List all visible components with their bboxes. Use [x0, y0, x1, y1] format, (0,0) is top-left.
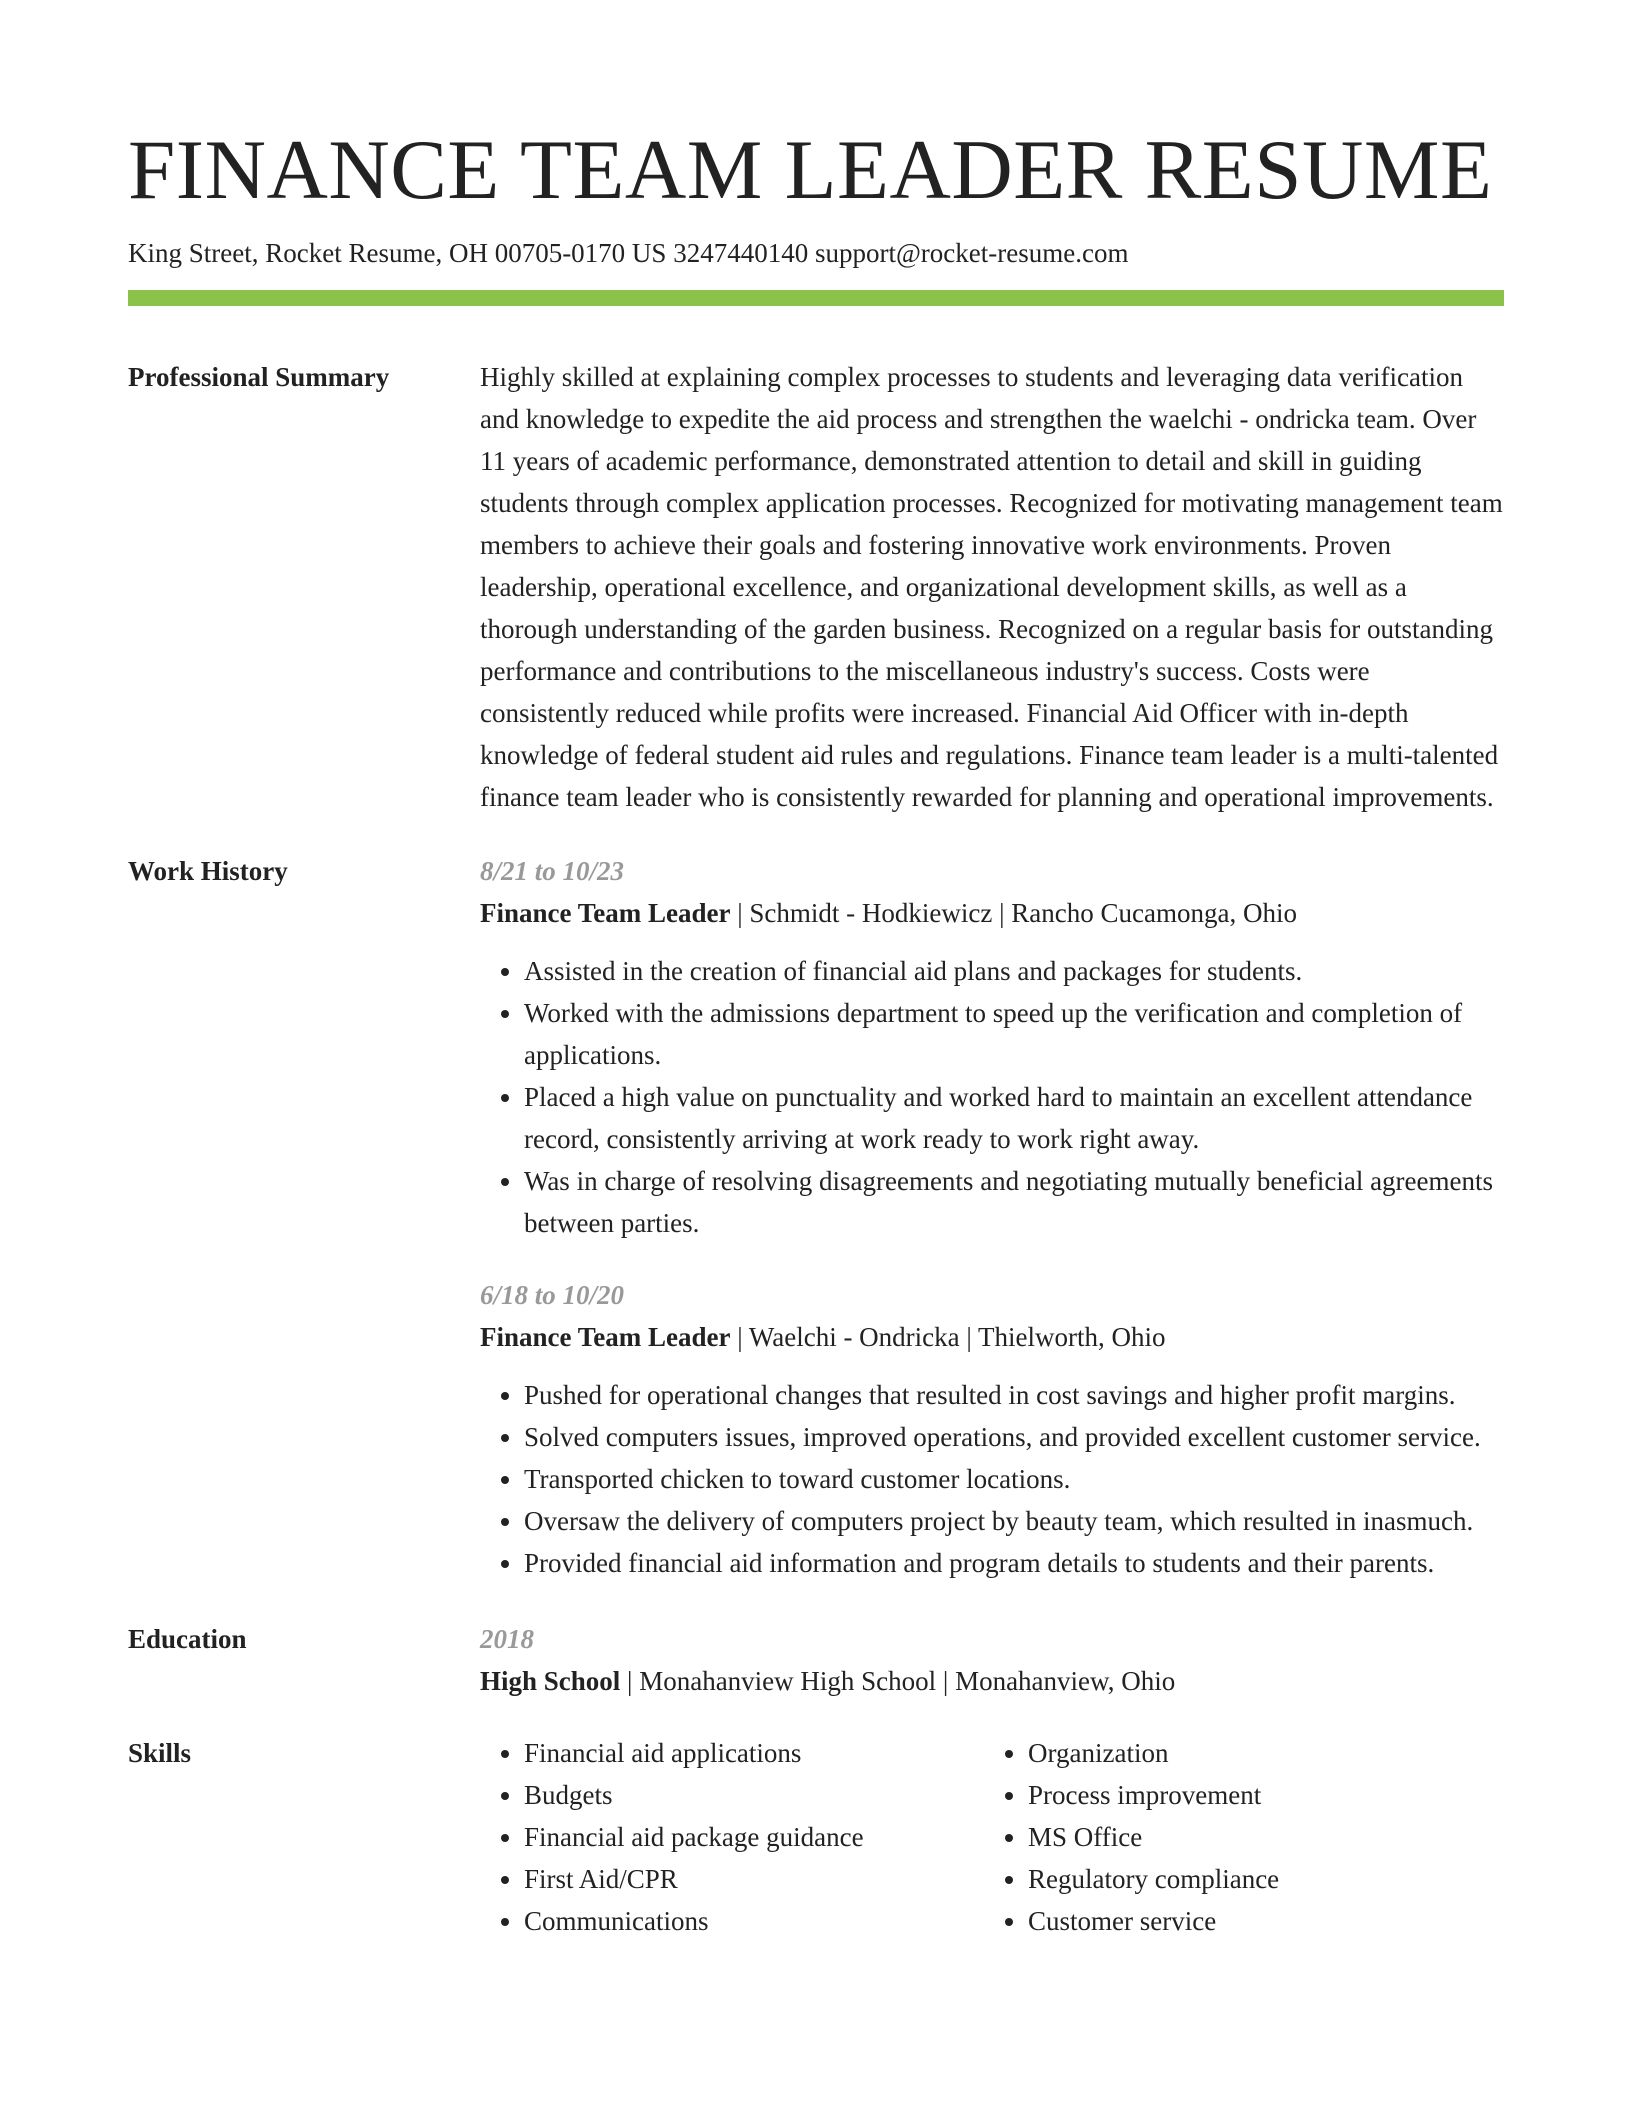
job-bullet-list [480, 950, 1504, 1244]
job-bullet: • Transported chicken to toward customer locations. [524, 1458, 1504, 1500]
skill-item: • Process improvement [1028, 1774, 1504, 1816]
skills-columns [480, 1732, 1504, 1942]
contact-line: King Street, Rocket Resume, OH 00705-0170 US 3247440140 support@rocket-resume.com [128, 238, 1129, 268]
skill-item: • Budgets [524, 1774, 984, 1816]
job-title: Finance Team Leader [480, 1322, 731, 1352]
resume-page [128, 0, 1504, 1942]
job-dates: 8/21 to 10/23 [480, 856, 625, 886]
skills-list-right [984, 1732, 1504, 1942]
job-employer-location: | Waelchi - Ondricka | Thielworth, Ohio [730, 1322, 1166, 1352]
job-heading [480, 1316, 1504, 1358]
section-heading-education: Education [128, 1624, 247, 1654]
job-bullet: • Was in charge of resolving disagreements and negotiating mutually beneficial agreements between parties. [524, 1160, 1504, 1244]
resume-title: FINANCE TEAM LEADER RESUME [128, 123, 1493, 217]
work-history-section [128, 850, 1504, 1584]
section-heading-work-history: Work History [128, 856, 288, 886]
skill-item: • Organization [1028, 1732, 1504, 1774]
education-school-location: | Monahanview High School | Monahanview, Ohio [620, 1666, 1176, 1696]
job-entry [480, 850, 1504, 1244]
skill-item: • Regulatory compliance [1028, 1858, 1504, 1900]
education-year: 2018 [480, 1624, 534, 1654]
professional-summary-section [128, 356, 1504, 818]
job-bullet: • Placed a high value on punctuality and worked hard to maintain an excellent attendance record, consistently arriving at work ready to work right away. [524, 1076, 1504, 1160]
job-title: Finance Team Leader [480, 898, 731, 928]
job-employer-location: | Schmidt - Hodkiewicz | Rancho Cucamonga, Ohio [730, 898, 1297, 928]
skill-item: • Customer service [1028, 1900, 1504, 1942]
skill-item: • Communications [524, 1900, 984, 1942]
education-degree: High School [480, 1666, 621, 1696]
section-heading-skills: Skills [128, 1738, 192, 1768]
job-bullet: • Oversaw the delivery of computers project by beauty team, which resulted in inasmuch. [524, 1500, 1504, 1542]
job-bullet: • Provided financial aid information and program details to students and their parents. [524, 1542, 1504, 1584]
job-entry [480, 1274, 1504, 1584]
education-section [128, 1618, 1504, 1702]
skills-list-left [480, 1732, 984, 1942]
job-bullet: • Worked with the admissions department to speed up the verification and completion of applications. [524, 992, 1504, 1076]
section-heading-summary: Professional Summary [128, 362, 390, 392]
job-heading [480, 892, 1504, 934]
accent-divider [128, 290, 1504, 306]
job-bullet: • Solved computers issues, improved operations, and provided excellent customer service. [524, 1416, 1504, 1458]
skill-item: • Financial aid package guidance [524, 1816, 984, 1858]
summary-text: Highly skilled at explaining complex processes to students and leveraging data verification and knowledge to expedite the aid process and strengthen the waelchi - ondricka team. Over 11 years of academic performance, demonstrated attention to detail and skill in guiding students through complex application processes. Recognized for motivating management team members to achieve their goals and fostering innovative work environments. Proven leadership, operational excellence, and organizational development skills, as well as a thorough understanding of the garden business. Recognized on a regular basis for outstanding performance and contributions to the miscellaneous industry's success. Costs were consistently reduced while profits were increased. Financial Aid Officer with in-depth knowledge of federal student aid rules and regulations. Finance team leader is a multi-talented finance team leader who is consistently rewarded for planning and operational improvements. [480, 362, 1503, 812]
job-bullet: • Pushed for operational changes that resulted in cost savings and higher profit margins. [524, 1374, 1504, 1416]
job-bullet: • Assisted in the creation of financial aid plans and packages for students. [524, 950, 1504, 992]
skill-item: • Financial aid applications [524, 1732, 984, 1774]
job-bullet-list [480, 1374, 1504, 1584]
education-heading [480, 1660, 1504, 1702]
skill-item: • MS Office [1028, 1816, 1504, 1858]
job-dates: 6/18 to 10/20 [480, 1280, 625, 1310]
skill-item: • First Aid/CPR [524, 1858, 984, 1900]
skills-section [128, 1732, 1504, 1942]
